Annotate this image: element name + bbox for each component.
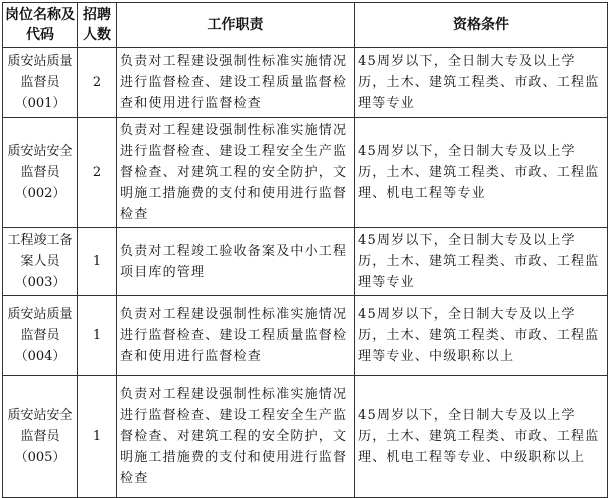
position-cell: 工程竣工备案人员（003） — [3, 228, 78, 296]
position-cell: 质安站安全监督员（002） — [3, 118, 78, 228]
count-cell: 1 — [78, 228, 117, 296]
table-row — [3, 48, 608, 118]
header-count: 招聘人数 — [78, 3, 117, 48]
duties-cell: 负责对工程建设强制性标准实施情况进行监督检查、建设工程安全生产监督检查、对建筑工程的安全防护，文明施工措施费的支付和使用进行监督检查 — [117, 118, 355, 228]
table-row — [3, 296, 608, 376]
position-cell: 质安站质量监督员（001） — [3, 48, 78, 118]
duties-cell: 负责对工程竣工验收备案及中小工程项目库的管理 — [117, 228, 355, 296]
header-qualifications: 资格条件 — [355, 3, 608, 48]
qualifications-cell: 45周岁以下，全日制大专及以上学历，土木、建筑工程类、市政、工程监理、机电工程等专业 — [355, 118, 608, 228]
recruitment-table — [2, 2, 608, 498]
position-cell: 质安站安全监督员（005） — [3, 376, 78, 498]
count-cell: 2 — [78, 48, 117, 118]
duties-cell: 负责对工程建设强制性标准实施情况进行监督检查、建设工程质量监督检查和使用进行监督检查 — [117, 296, 355, 376]
qualifications-cell: 45周岁以下，全日制大专及以上学历，土木、建筑工程类、市政、工程监理等专业 — [355, 228, 608, 296]
position-cell: 质安站质量监督员（004） — [3, 296, 78, 376]
count-cell: 1 — [78, 296, 117, 376]
header-row — [3, 3, 608, 48]
qualifications-cell: 45周岁以下，全日制大专及以上学历，土木、建筑工程类、市政、工程监理等专业 — [355, 48, 608, 118]
table-row — [3, 376, 608, 498]
table-row — [3, 118, 608, 228]
count-cell: 1 — [78, 376, 117, 498]
header-duties: 工作职责 — [117, 3, 355, 48]
header-position: 岗位名称及代码 — [3, 3, 78, 48]
duties-cell: 负责对工程建设强制性标准实施情况进行监督检查、建设工程安全生产监督检查、对建筑工程的安全防护，文明施工措施费的支付和使用进行监督检查 — [117, 376, 355, 498]
table-row — [3, 228, 608, 296]
qualifications-cell: 45周岁以下，全日制大专及以上学历，土木、建筑工程类、市政、工程监理等专业、中级职称以上 — [355, 296, 608, 376]
count-cell: 2 — [78, 118, 117, 228]
qualifications-cell: 45周岁以下，全日制大专及以上学历，土木、建筑工程类、市政、工程监理、机电工程等专业、中级职称以上 — [355, 376, 608, 498]
duties-cell: 负责对工程建设强制性标准实施情况进行监督检查、建设工程质量监督检查和使用进行监督检查 — [117, 48, 355, 118]
